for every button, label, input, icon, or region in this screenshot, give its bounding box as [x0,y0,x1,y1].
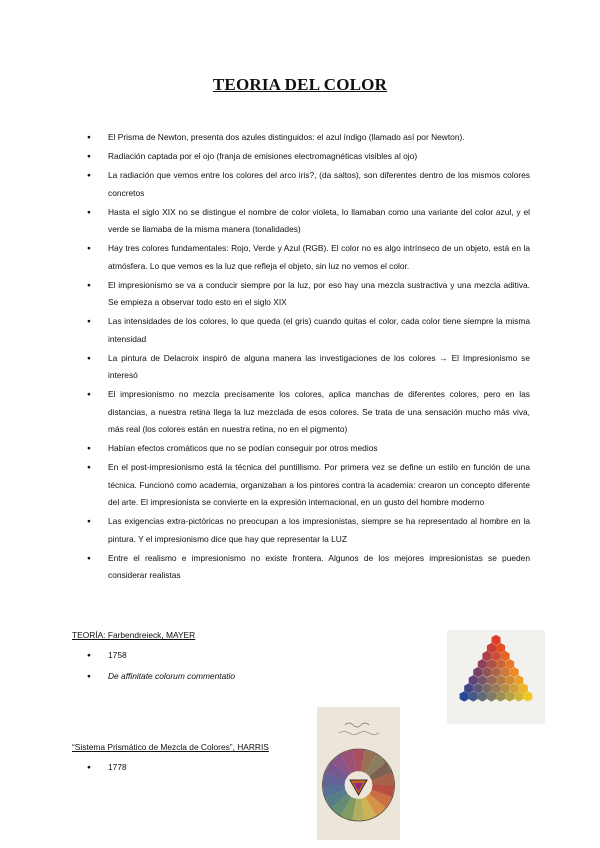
list-item: ● Las intensidades de los colores, lo que queda (el gris) cuando quitas el color, cada color tiene siempre la misma intensidad [90,313,530,348]
mayer-color-triangle-image [447,630,545,724]
list-item: ● 1778 [90,757,390,778]
list-item: ● El impresionismo se va a conducir siempre por la luz, por eso hay una mezcla sustractiva y una mezcla aditiva. Se empieza a observar todo esto en el siglo XIX [90,277,530,312]
list-item: ● Entre el realismo e impresionismo no existe frontera. Algunos de los mejores impresionistas se pueden considerar realistas [90,550,530,585]
page-title: TEORIA DEL COLOR [212,75,388,94]
section-title-mayer: TEORÍA: Farbendreieck, MAYER [72,630,196,640]
section-title-harris: “Sistema Prismático de Mezcla de Colores”, HARRIS [72,742,269,752]
mayer-list [90,645,390,687]
harris-list [90,757,390,778]
list-item: ● Hay tres colores fundamentales: Rojo, Verde y Azul (RGB). El color no es algo intrínseco de un objeto, está en la atmósfera. Lo que vemos es la luz que refleja el objeto, sin luz no vemos el color. [90,240,530,275]
list-item: ● Las exigencias extra-pictóricas no preocupan a los impresionistas, siempre se ha representado al hombre en la pintura. Y el impresionismo dice que hay que representar la LUZ [90,513,530,548]
list-item: ● Habían efectos cromáticos que no se podían conseguir por otros medios [90,440,530,458]
list-item: ● La radiación que vemos entre los colores del arco iris?, (da saltos), son diferentes dentro de los mismos colores concretos [90,167,530,202]
bullet-list [90,129,530,586]
list-item: ● Hasta el siglo XIX no se distingue el nombre de color violeta, lo llamaban como una variante del color azul, y el verde se llamaba de la misma manera (tonalidades) [90,204,530,239]
list-item: ● Radiación captada por el ojo (franja de emisiones electromagnéticas visibles al ojo) [90,148,530,166]
list-item: ● En el post-impresionismo está la técnica del puntillismo. Por primera vez se define un estilo en función de una técnica. Funcionó como academia, organizaban a los pintores contra la academia: crearon un concepto diferente del arte. El impresionista se convierte en la expresión internacional, en un gusto del hombre moderno [90,459,530,512]
list-item: ● 1758 [90,645,390,666]
list-item: ● El impresionismo no mezcla precisamente los colores, aplica manchas de diferentes colores, pero en las distancias, a nuestra retina llega la luz mezclada de esos colores. Se trata de una sensación mucho más viva, más real (los colores están en nuestra retina, no en el pigmento) [90,386,530,439]
list-item: ● De affinitate colorum commentatio [90,666,390,687]
list-item: ● La pintura de Delacroix inspiró de alguna manera las investigaciones de los colores → El Impresionismo se interesó [90,350,530,385]
list-item: ● El Prisma de Newton, presenta dos azules distinguidos: el azul índigo (llamado así por Newton). [90,129,530,147]
